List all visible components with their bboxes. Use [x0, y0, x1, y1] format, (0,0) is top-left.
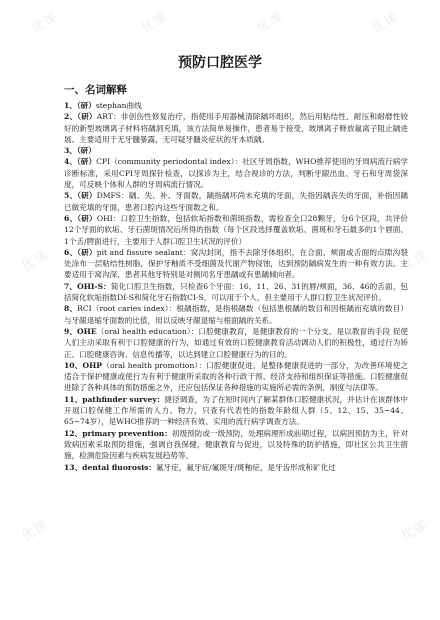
- watermark: 优课: [369, 9, 401, 37]
- list-item: [64, 190, 408, 213]
- entry-text: （oral health promotion）：口腔健康促进，是整体健康促进的一部分，为改善环境使之适合于保护健康或使行为有利于健康所采取的各种行政干预、经济支持和组织保证等措施。口腔健康促进除了各种具体的预防措施之外，还应包括保证各种措施的实施所必需的条例、制度与法律等。: [64, 360, 408, 393]
- entry-term: 12、primary prevention：: [64, 428, 172, 438]
- watermark: 优课: [399, 247, 431, 275]
- list-item: [64, 213, 408, 247]
- entry-term: 6、（研）: [64, 247, 97, 257]
- list-item: [64, 111, 408, 145]
- list-item: [64, 462, 408, 473]
- section-heading: 一、名词解释: [64, 84, 127, 96]
- entry-term: 7、OHI-S：: [64, 281, 111, 291]
- entry-term: 1、（研）: [64, 101, 96, 110]
- entry-text: RCI（root caries index）：根龋指数，是指根龋数（包括患根龋的数目和因根龋而充填的数目）与牙龈退缩牙面数的比值，用以反映牙龈退缩与根面龋的关系。: [64, 304, 408, 325]
- entry-text: ART：非创伤性修复治疗，指使用手用器械清除龋坏组织，然后用粘结性、耐压和耐磨性较好的新型玻璃离子材料将龋洞充填，该方法简单易操作，患者易于接受，玻璃离子释放氟离子阻止龋进展。主要适用于无牙髓暴露，无可疑牙髓炎症状的牙本质龋。: [64, 112, 408, 144]
- entry-text: CPI（community periodontal index）：社区牙周指数，WHO推荐使用的牙周病流行病学诊断标准，采用CPI牙周探针检查，以探诊为主，结合视诊的方法，判断牙龈出血、牙石和牙周袋深度，可反映个体和人群的牙周病流行情况。: [64, 157, 408, 190]
- list-item: [64, 247, 408, 281]
- watermark: 优课: [399, 517, 431, 545]
- entry-term: 6、（研）: [64, 213, 97, 223]
- list-item: [64, 360, 408, 394]
- entry-text: 氟牙症，氟牙症/氟斑牙/斑釉症，是牙齿形成和矿化过: [155, 462, 336, 472]
- entry-term: 2、（研）: [64, 112, 97, 122]
- list-item: [64, 145, 408, 156]
- entry-term: 8、: [64, 304, 78, 314]
- list-item: [64, 100, 408, 111]
- list-item: [64, 394, 408, 428]
- entry-term: 4、（研）: [64, 157, 97, 167]
- entry-term: 9、OHE: [64, 326, 97, 336]
- page-title: 预防口腔医学: [178, 55, 262, 71]
- entry-text: 初级预防或一级预防，处理病理形成前期过程，以病因预防为主，针对致病因素采取预防措施，强调自我保健，健康教育与促进，以及特殊的防护措施，即社区公共卫生措施，检测危险因素与疾病发展趋势等。: [64, 428, 408, 461]
- list-item: [64, 428, 408, 462]
- watermark: 优课: [139, 9, 171, 37]
- entry-text: （oral health education）：口腔健康教育，是健康教育的一个分支。是以教育的手段 促使人们主动采取有利于口腔健康的行为，如通过有效的口腔健康教育活动调动人们的积极性，通过行为矫正、口腔健康咨询、信息传播等，以达到建立口腔健康行为的目的。: [64, 326, 408, 359]
- list-item: [64, 326, 408, 360]
- watermark: 优课: [254, 9, 286, 37]
- entry-text: 简化口腔卫生指数，只检查6个牙面：16、11、26、31的唇/颊面，36、46的舌面，包括简化软垢指数DI-S和简化牙石指数CI-S，可以用于个人，但主要用于人群口腔卫生状况评价。: [64, 281, 408, 303]
- list-item: [64, 281, 408, 304]
- entry-text: 捷径调查，为了在短时间内了解某群体口腔健康状况，并估计在该群体中开展口腔保健工作所需的人力、物力，只查有代表性的指数年龄组人群（5、12、15、35~44、65~74岁），是WHO推荐的一种经济有效、实用的流行病学调查方法。: [64, 394, 409, 427]
- entry-text: pit and fissure sealant：窝沟封闭，指不去除牙体组织，在合面、颊面或舌面的点隙沟裂处涂布一层粘结性树脂，保护牙釉质不受细菌及代谢产物侵蚀，达到预防龋病发生的一种有效方法。主要适用于窝沟深，患者其他牙特别是对侧同名牙患龋或有患龋倾向者。: [64, 247, 408, 280]
- watermark: 优课: [19, 247, 51, 275]
- entry-term: 3、（研）: [64, 146, 96, 156]
- watermark: 优课: [29, 9, 61, 37]
- watermark: 优课: [19, 517, 51, 545]
- entry-list: [64, 100, 408, 473]
- entry-term: 10、OHP: [64, 360, 103, 370]
- entry-text: OHI：口腔卫生指数，包括软垢指数和菌斑指数，需检查全口28颗牙，分6个区段，共评价12个牙面的软垢、牙石菌斑情况后所得的指数（每个区段选择覆盖软垢、菌斑和牙石最多的1个唇面、1个舌/腭面进行，主要用于人群口腔卫生状况的评价）: [64, 213, 408, 246]
- entry-text: DMFS：龋、失、补、牙面数，龋指龋坏尚未充填的牙面，失指因龋丧失的牙面，补指因龋已做充填的牙面，患者口腔内这些牙面数之和。: [64, 191, 408, 212]
- list-item: [64, 303, 408, 326]
- entry-term: 13、dental fluorosis：: [64, 462, 156, 472]
- entry-term: 11、pathfinder survey：: [64, 394, 165, 404]
- entry-text: stephan曲线: [95, 101, 142, 110]
- list-item: [64, 156, 408, 190]
- entry-term: 5、（研）: [64, 191, 97, 201]
